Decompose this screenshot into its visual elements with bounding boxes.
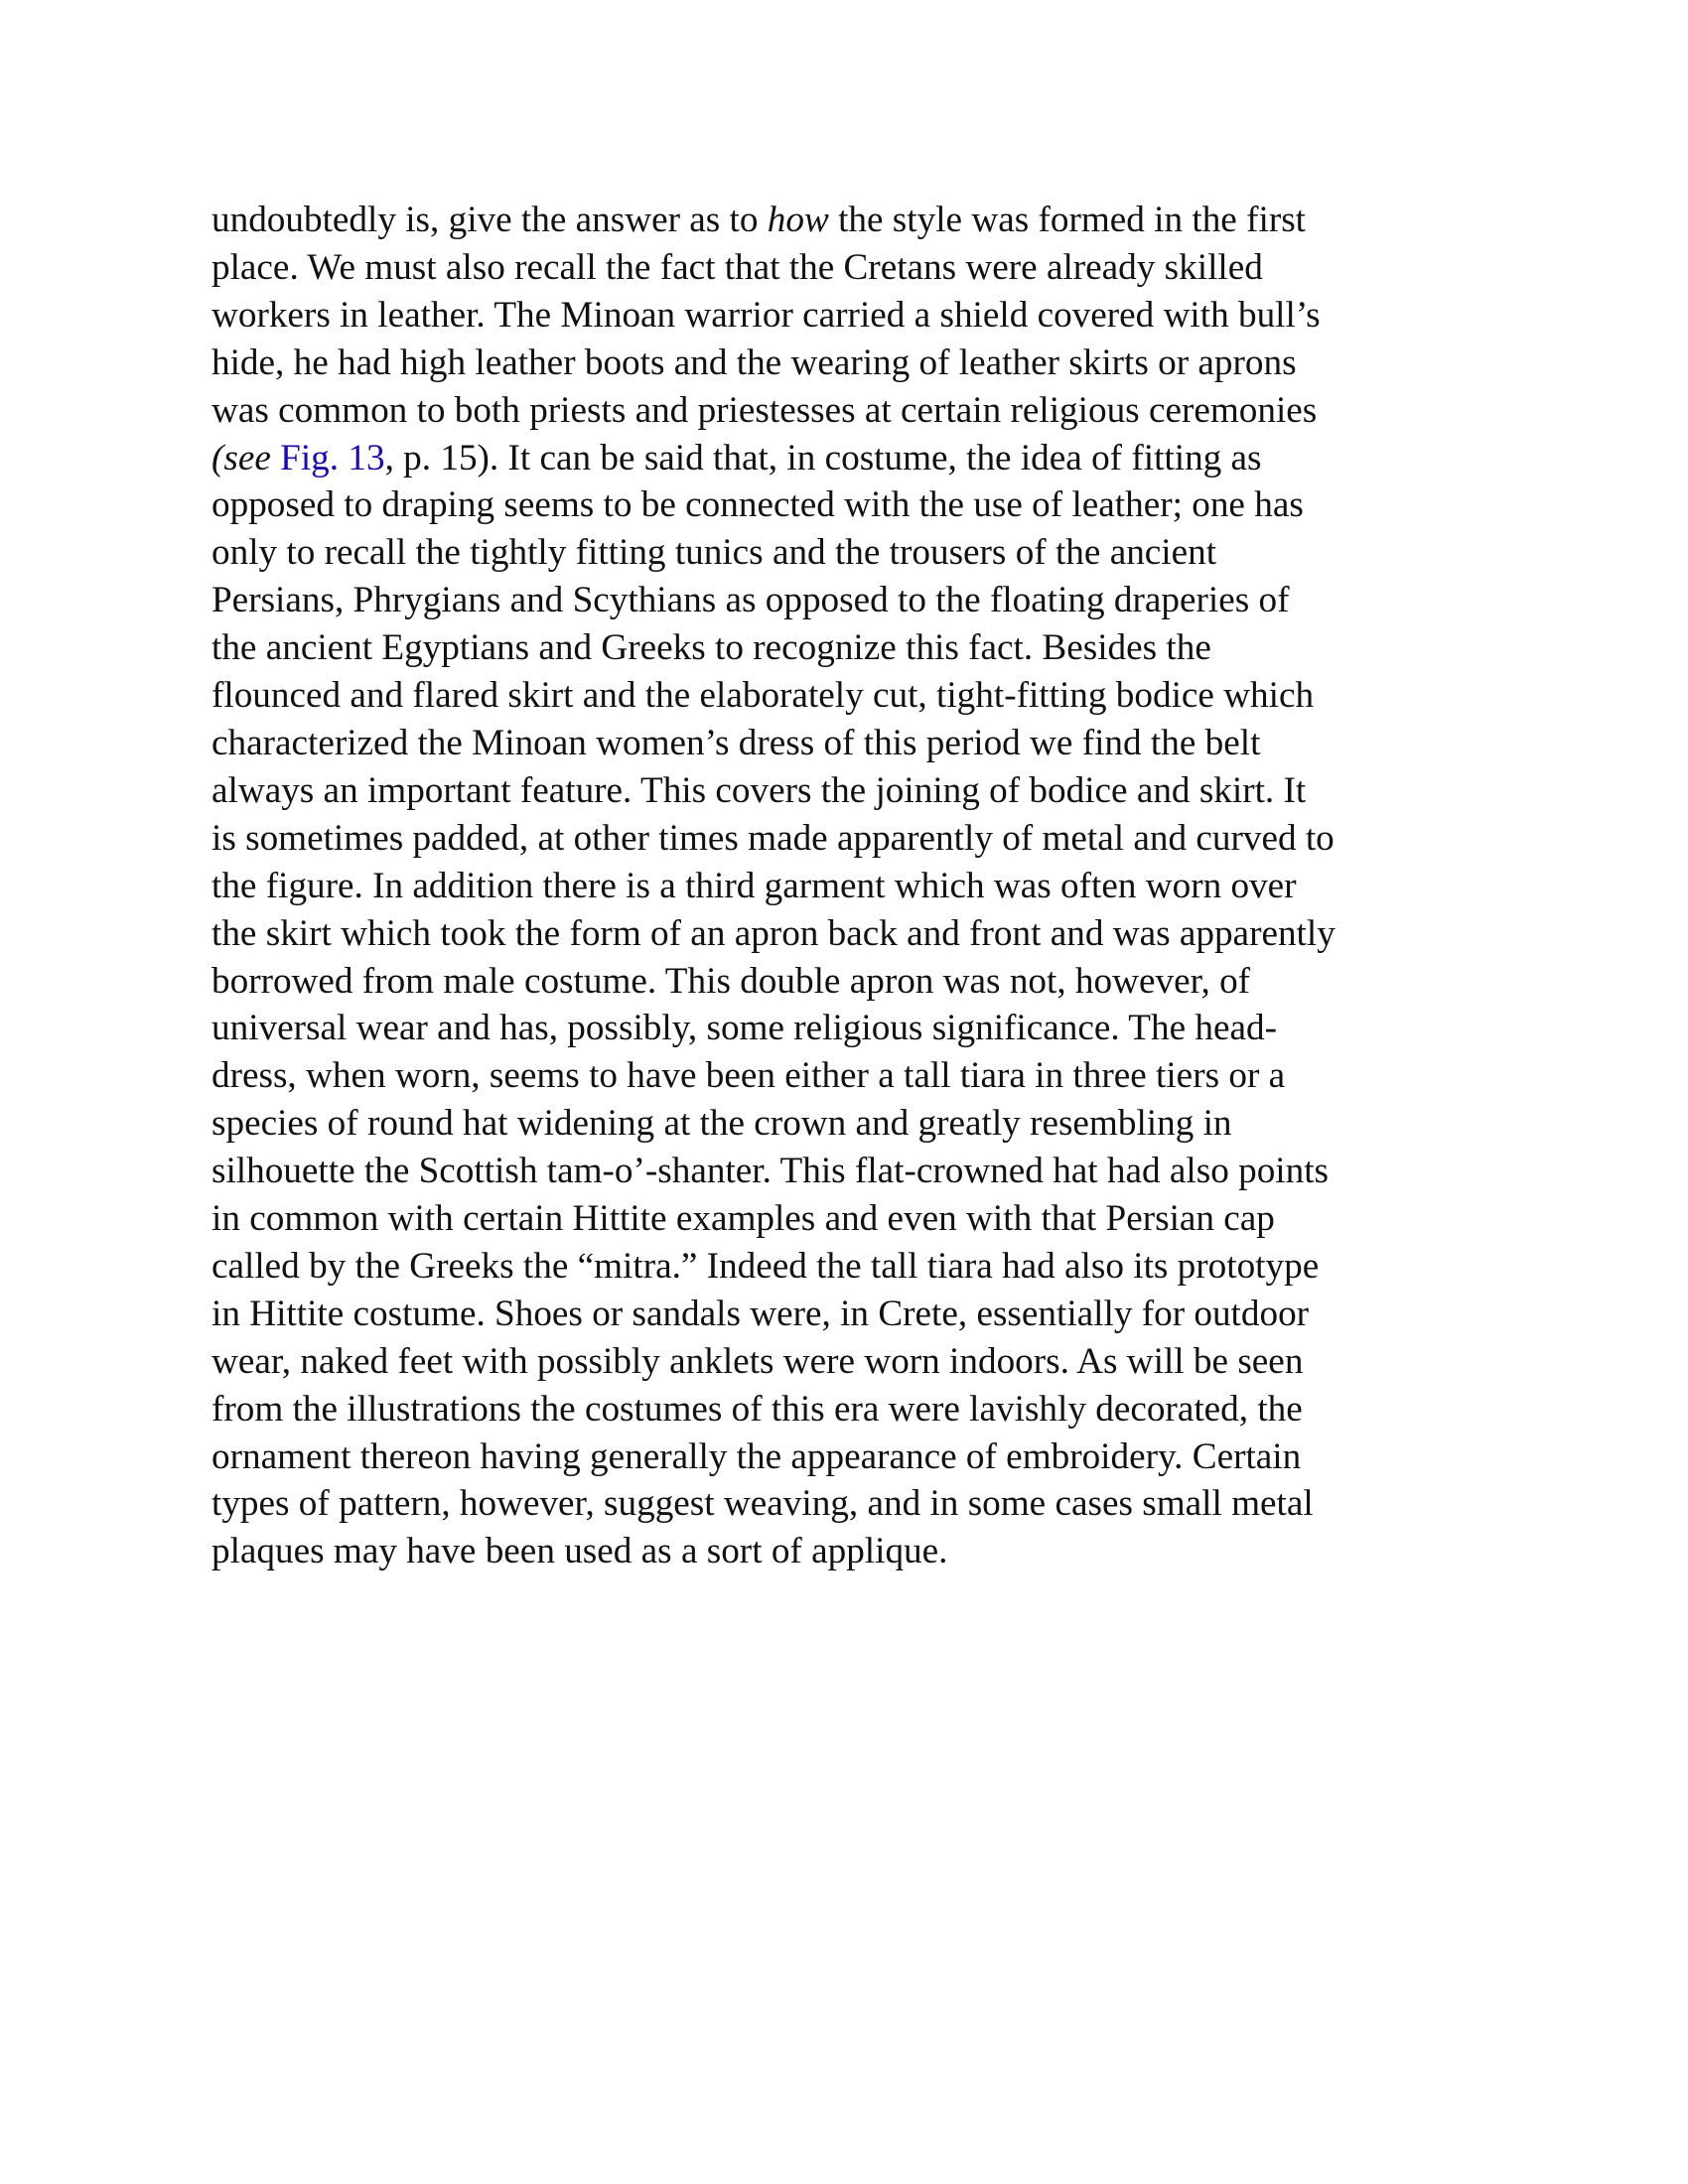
text-line bbox=[211, 577, 1502, 624]
text-line bbox=[211, 1100, 1502, 1148]
text-line bbox=[211, 387, 1502, 435]
text-segment: place. We must also recall the fact that the Cretans were already skilled bbox=[211, 246, 1263, 288]
text-line bbox=[211, 1433, 1502, 1481]
text-line bbox=[211, 292, 1502, 340]
text-segment: characterized the Minoan women’s dress of this period we find the belt bbox=[211, 722, 1261, 763]
italic-text: how bbox=[767, 200, 829, 240]
text-segment: silhouette the Scottish tam-o’-shanter. This flat-crowned hat had also points bbox=[211, 1151, 1330, 1192]
text-line bbox=[211, 815, 1502, 863]
text-line bbox=[211, 672, 1502, 720]
text-line bbox=[211, 1148, 1502, 1195]
text-segment: borrowed from male costume. This double apron was not, however, of bbox=[211, 960, 1251, 1002]
text-segment: only to recall the tightly fitting tunics and the trousers of the ancient bbox=[211, 532, 1217, 574]
text-line bbox=[211, 340, 1502, 387]
italic-text: (see bbox=[211, 437, 281, 478]
text-segment: hide, he had high leather boots and the wearing of leather skirts or aprons bbox=[211, 341, 1297, 383]
text-segment: undoubtedly is, give the answer as to bbox=[211, 200, 768, 240]
text-line bbox=[211, 1052, 1502, 1100]
text-segment: always an important feature. This covers the joining of bodice and skirt. It bbox=[211, 769, 1307, 811]
text-segment: Persians, Phrygians and Scythians as opposed to the floating draperies of bbox=[211, 580, 1290, 621]
text-segment: the figure. In addition there is a third garment which was often worn over bbox=[211, 865, 1297, 906]
text-segment: the ancient Egyptians and Greeks to recognize this fact. Besides the bbox=[211, 627, 1211, 669]
text-segment: the skirt which took the form of an apron back and front and was apparently bbox=[211, 912, 1336, 954]
text-line bbox=[211, 1480, 1502, 1528]
text-line bbox=[211, 1291, 1502, 1338]
text-line bbox=[211, 1195, 1502, 1243]
text-segment: universal wear and has, possibly, some religious significance. The head- bbox=[211, 1008, 1277, 1049]
text-line bbox=[211, 481, 1502, 529]
text-line bbox=[211, 1243, 1502, 1291]
text-segment: , p. 15). It can be said that, in costume, the idea of fitting as bbox=[384, 437, 1262, 478]
text-segment: was common to both priests and priestesses at certain religious ceremonies bbox=[211, 389, 1318, 431]
text-line bbox=[211, 1338, 1502, 1386]
text-line bbox=[211, 863, 1502, 910]
text-line bbox=[211, 624, 1502, 672]
text-line bbox=[211, 244, 1502, 292]
text-line bbox=[211, 1005, 1502, 1052]
body-paragraph bbox=[211, 197, 1502, 1575]
text-segment: plaques may have been used as a sort of applique. bbox=[211, 1531, 948, 1572]
text-segment: called by the Greeks the “mitra.” Indeed the tall tiara had also its prototype bbox=[211, 1245, 1320, 1287]
text-line bbox=[211, 435, 1502, 482]
figure-link[interactable]: Fig. 13 bbox=[280, 437, 385, 478]
text-segment: types of pattern, however, suggest weaving, and in some cases small metal bbox=[211, 1483, 1314, 1525]
text-segment: species of round hat widening at the crown and greatly resembling in bbox=[211, 1103, 1232, 1145]
text-segment: flounced and flared skirt and the elaborately cut, tight-fitting bodice which bbox=[211, 675, 1315, 717]
text-line bbox=[211, 910, 1502, 958]
text-segment: opposed to draping seems to be connected with the use of leather; one has bbox=[211, 484, 1304, 526]
text-segment: is sometimes padded, at other times made apparently of metal and curved to bbox=[211, 817, 1335, 859]
text-line bbox=[211, 767, 1502, 815]
text-segment: in common with certain Hittite examples and even with that Persian cap bbox=[211, 1198, 1275, 1240]
text-segment: workers in leather. The Minoan warrior carried a shield covered with bull’s bbox=[211, 294, 1321, 336]
text-line bbox=[211, 529, 1502, 577]
text-line bbox=[211, 958, 1502, 1006]
text-segment: dress, when worn, seems to have been either a tall tiara in three tiers or a bbox=[211, 1055, 1286, 1097]
text-segment: the style was formed in the first bbox=[828, 200, 1307, 240]
text-segment: in Hittite costume. Shoes or sandals were, in Crete, essentially for outdoor bbox=[211, 1293, 1310, 1334]
text-line bbox=[211, 1386, 1502, 1433]
text-segment: wear, naked feet with possibly anklets were worn indoors. As will be seen bbox=[211, 1340, 1304, 1382]
text-segment: from the illustrations the costumes of this era were lavishly decorated, the bbox=[211, 1388, 1303, 1430]
text-segment: ornament thereon having generally the appearance of embroidery. Certain bbox=[211, 1435, 1302, 1477]
text-line bbox=[211, 197, 1502, 244]
text-line bbox=[211, 1528, 1502, 1575]
text-line bbox=[211, 720, 1502, 767]
